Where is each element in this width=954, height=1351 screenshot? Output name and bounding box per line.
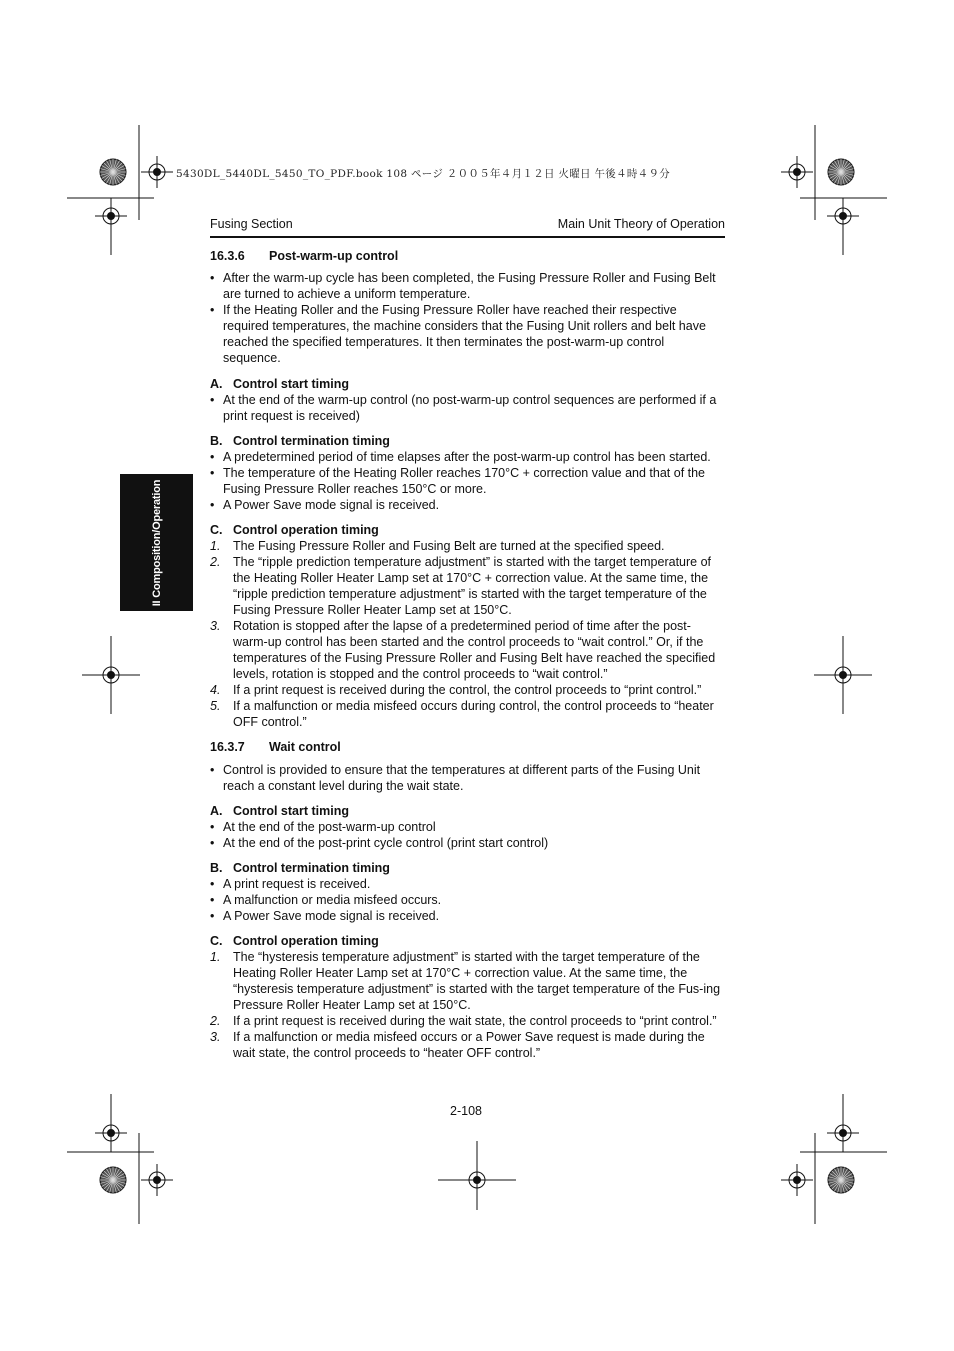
step-number: 2. [210,1014,221,1028]
step-number: 5. [210,699,221,713]
start-timing-list [210,392,725,424]
operation-steps-list [210,949,725,1061]
chapter-side-tab [120,474,193,611]
list-item: • At the end of the post-print cycle control (print start control) [210,836,549,850]
start-timing-list [210,819,725,851]
list-item: • Control is provided to ensure that the temperatures at different parts of the Fusing Unit reach a constant level during the wait state. [210,763,701,793]
bullet-mark: • [210,763,215,777]
step-number: 3. [210,619,221,633]
list-item: • If the Heating Roller and the Fusing Pressure Roller have reached their respective required temperatures, the machine considers that the Fusing Unit rollers and belt have reached the specified temperatures. It then terminates the post-warm-up control sequence. [210,303,706,365]
subheading-termination-timing: B. Control termination timing [210,861,390,875]
section-title: Post-warm-up control [269,249,399,263]
list-item: 1. The Fusing Pressure Roller and Fusing Belt are turned at the specified speed. [210,539,665,553]
list-item: • At the end of the warm-up control (no post-warm-up control sequences are performed if a print request is received) [210,393,717,423]
bullet-mark: • [210,893,215,907]
bullet-mark: • [210,836,215,850]
bullet-mark: • [210,450,215,464]
subheading-termination-timing: B. Control termination timing [210,434,390,448]
list-item: • A predetermined period of time elapses after the post-warm-up control has been started. [210,450,711,464]
step-number: 1. [210,539,221,553]
list-item: • After the warm-up cycle has been completed, the Fusing Pressure Roller and Fusing Belt are turned to achieve a uniform temperature. [210,271,716,301]
step-number: 3. [210,1030,221,1044]
section-number: 16.3.6 [210,249,245,263]
list-item: 1. The “hysteresis temperature adjustment” is started with the target temperature of the Heating Roller Heater Lamp set at 170°C + correction value. At the same time, the “hysteresis temperature adjustment” is started with the target temperature of the Fus-ing Pressure Roller Heater Lamp set at 150°C. [210,950,721,1012]
list-item: • A print request is received. [210,877,371,891]
list-item: • The temperature of the Heating Roller reaches 170°C + correction value and that of the Fusing Pressure Roller reaches 150°C or more. [210,466,706,496]
step-number: 4. [210,683,221,697]
section-intro-list [210,762,725,794]
subheading-operation-timing: C. Control operation timing [210,523,379,537]
bullet-mark: • [210,271,215,285]
operation-steps-list [210,538,725,730]
list-item: • A Power Save mode signal is received. [210,909,440,923]
bullet-mark: • [210,393,215,407]
page-content [210,248,725,1061]
list-item: 5. If a malfunction or media misfeed occurs during control, the control proceeds to “heater OFF control.” [210,699,714,729]
list-item: 3. If a malfunction or media misfeed occurs or a Power Save request is made during the wait state, the control proceeds to “heater OFF control.” [210,1030,705,1060]
header-chapter-title: Main Unit Theory of Operation [557,217,725,231]
bullet-mark: • [210,820,215,834]
section-heading [210,248,725,264]
side-tab-label: II Composition/Operation [150,479,163,606]
list-item: • A Power Save mode signal is received. [210,498,440,512]
subheading-start-timing: A. Control start timing [210,377,349,391]
termination-timing-list [210,876,725,924]
list-item: 4. If a print request is received during the control, the control proceeds to “print control.” [210,683,702,697]
page-header [210,216,725,238]
section-intro-list [210,270,725,366]
section-title: Wait control [269,740,341,754]
print-meta-line: 5430DL_5440DL_5450_TO_PDF.book 108 ページ ２００５年４月１２日 火曜日 午後４時４９分 [176,168,671,180]
subheading-operation-timing: C. Control operation timing [210,934,379,948]
list-item: • A malfunction or media misfeed occurs. [210,893,442,907]
bullet-mark: • [210,303,215,317]
section-heading [210,739,725,755]
registration-rosette [100,1167,126,1193]
registration-rosette [100,159,126,185]
step-number: 2. [210,555,221,569]
bullet-mark: • [210,498,215,512]
header-section-title: Fusing Section [210,217,293,231]
page-number: 2-108 [450,1104,482,1118]
step-number: 1. [210,950,221,964]
list-item: 3. Rotation is stopped after the lapse of a predetermined period of time after the post-warm-up control has been started and the control proceeds to “wait control.” Or, if the temperatures of the Fusing Pressure Roller and Fusing Belt have reached the specified levels, rotation is stopped and the control proceeds to “wait control.” [210,619,716,681]
bullet-mark: • [210,466,215,480]
subheading-start-timing: A. Control start timing [210,804,349,818]
bullet-mark: • [210,877,215,891]
registration-rosette [828,1167,854,1193]
registration-rosette [828,159,854,185]
bullet-mark: • [210,909,215,923]
list-item: 2. If a print request is received during the wait state, the control proceeds to “print control.” [210,1014,717,1028]
termination-timing-list [210,449,725,513]
section-number: 16.3.7 [210,740,245,754]
list-item: 2. The “ripple prediction temperature adjustment” is started with the target temperature of the Heating Roller Heater Lamp set at 170°C + correction value. At the same time, the “ripple prediction temperature adjustment” is started with the target temperature of the Fusing Pressure Roller Heater Lamp set at 150°C. [210,555,712,617]
list-item: • At the end of the post-warm-up control [210,820,436,834]
